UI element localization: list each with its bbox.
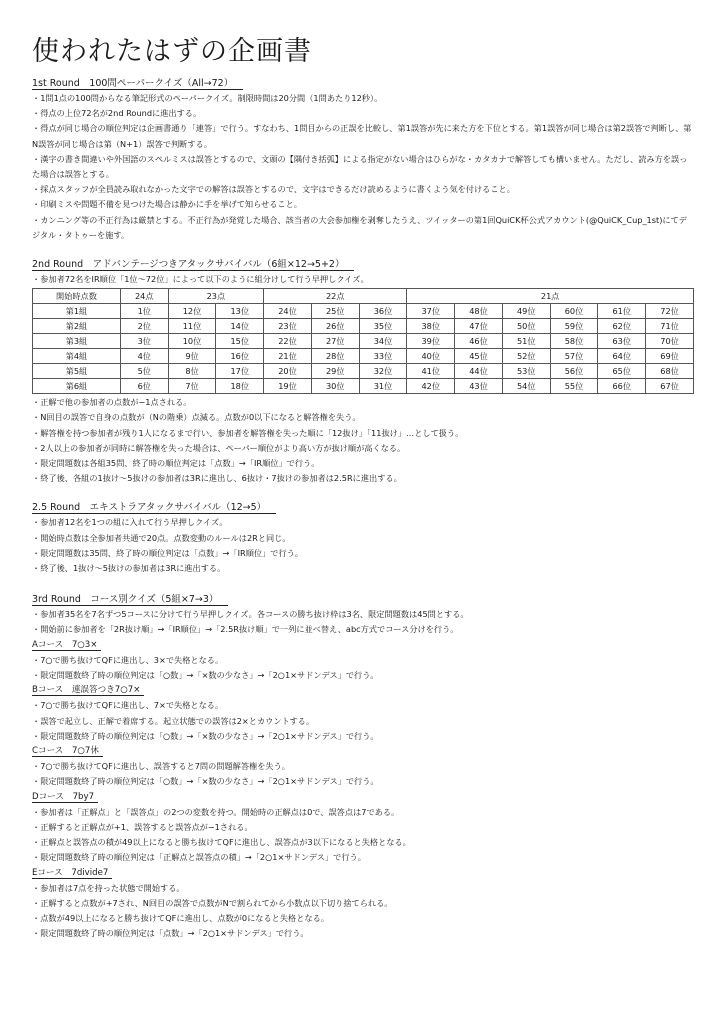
table-row: [33, 349, 694, 364]
rank-cell: 9位: [168, 349, 216, 364]
rule-line: ・限定問題数終了時の順位判定は「○数」→「×数の少なさ」→「2○1×サドンデス」で行う。: [32, 730, 379, 741]
rank-cell: 48位: [455, 304, 503, 319]
rank-cell: 58位: [550, 334, 598, 349]
rank-cell: 57位: [550, 349, 598, 364]
rank-cell: 24位: [264, 304, 312, 319]
rule-line: ・カンニング等の不正行為は厳禁とする。不正行為が発覚した場合、該当者の大会参加権を剥奪したうえ、ツイッターの第1回QuiCK杯公式アカウント(@QuiCK_Cup_1st)にてデジタル・タトゥーを施す。: [32, 214, 687, 240]
rank-cell: 32位: [359, 364, 407, 379]
rank-cell: 23位: [264, 319, 312, 334]
rank-cell: 67位: [646, 379, 694, 394]
rank-cell: 13位: [216, 304, 264, 319]
rule-line: ・印刷ミスや問題不備を見つけた場合は静かに手を挙げて知らせること。: [32, 199, 302, 210]
rank-cell: 39位: [407, 334, 455, 349]
rule-line: ・参加者35名を7名ずつ5コースに分けて行う早押しクイズ。各コースの勝ち抜け枠は3名、限定問題数は45問とする。: [32, 609, 469, 620]
rule-line: ・限定問題数終了時の順位判定は「正解点と誤答点の積」→「2○1×サドンデス」で行う。: [32, 852, 366, 863]
rank-cell: 36位: [359, 304, 407, 319]
rank-cell: 51位: [502, 334, 550, 349]
table-header-cell: 21点: [407, 289, 694, 304]
document-page: [32, 32, 694, 942]
table-row: [33, 334, 694, 349]
rule-line: ・限定問題数終了時の順位判定は「点数」→「2○1×サドンデス」で行う。: [32, 928, 309, 939]
rule-line: ・漢字の書き間違いや外国語のスペルミスは誤答とするので、文頭の【隅付き括弧】による指定がない場合はひらがな・カタカナで解答しても構いません。ただし、読み方を誤った場合は誤答とする。: [32, 153, 688, 180]
rank-cell: 12位: [168, 304, 216, 319]
rule-line: ・参加者72名をIR順位「1位〜72位」によって以下のように組分けして行う早押しクイズ。: [32, 274, 369, 285]
table-row: [33, 379, 694, 394]
table-row: [33, 319, 694, 334]
rule-line: ・開始前に参加者を「2R抜け順」→「IR順位」→「2.5R抜け順」で一列に並べ替え、abc方式でコース分けを行う。: [32, 624, 459, 635]
rank-cell: 55位: [550, 379, 598, 394]
rank-cell: 64位: [598, 349, 646, 364]
rank-cell: 45位: [455, 349, 503, 364]
rank-cell: 18位: [216, 379, 264, 394]
rule-line: ・7○で勝ち抜けてQFに進出し、7×で失格となる。: [32, 700, 224, 711]
rank-cell: 31位: [359, 379, 407, 394]
group-label-cell: 第2組: [33, 319, 121, 334]
rank-cell: 60位: [550, 304, 598, 319]
table-header-row: [33, 289, 694, 304]
rank-cell: 37位: [407, 304, 455, 319]
rule-line: ・限定問題数は各組35問、終了時の順位判定は「点数」→「IR順位」で行う。: [32, 458, 320, 469]
rank-cell: 29位: [311, 364, 359, 379]
rank-cell: 10位: [168, 334, 216, 349]
rule-line: ・参加者12名を1つの組に入れて行う早押しクイズ。: [32, 517, 228, 528]
course-heading-e: Eコース 7divide7: [32, 866, 694, 881]
rule-line: ・限定問題数終了時の順位判定は「○数」→「×数の少なさ」→「2○1×サドンデス」で行う。: [32, 670, 379, 681]
rule-line: ・採点スタッフが全員読み取れなかった文字での解答は誤答とするので、文字はできるだけ読めるように書くよう気を付けること。: [32, 184, 515, 195]
rank-cell: 59位: [550, 319, 598, 334]
rank-cell: 3位: [120, 334, 168, 349]
course-heading-c: Cコース 7○7休: [32, 744, 694, 759]
rank-cell: 21位: [264, 349, 312, 364]
table-header-cell: 22点: [264, 289, 407, 304]
rule-line: ・解答権を持つ参加者が残り1人になるまで行い、参加者を解答権を失った順に「12抜け」「11抜け」…として扱う。: [32, 427, 464, 438]
group-label-cell: 第6組: [33, 379, 121, 394]
rank-cell: 70位: [646, 334, 694, 349]
rank-cell: 63位: [598, 334, 646, 349]
rule-line: ・開始時点数は全参加者共通で20点。点数変動のルールは2Rと同じ。: [32, 532, 291, 543]
rank-cell: 50位: [502, 319, 550, 334]
course-heading-b: Bコース 連誤答つき7○7×: [32, 683, 694, 698]
rule-line: ・終了後、各組の1抜け〜5抜けの参加者は3Rに進出し、6抜け・7抜けの参加者は2.5Rに進出する。: [32, 473, 402, 484]
rank-cell: 72位: [646, 304, 694, 319]
section-round3: [32, 592, 694, 941]
rank-cell: 52位: [502, 349, 550, 364]
rank-cell: 16位: [216, 349, 264, 364]
section-round2-5: [32, 500, 694, 576]
section-round1: [32, 76, 694, 243]
rank-cell: 22位: [264, 334, 312, 349]
rule-line: ・点数が49以上になると勝ち抜けてQFに進出し、点数が0になると失格となる。: [32, 913, 329, 924]
rank-cell: 62位: [598, 319, 646, 334]
rank-cell: 11位: [168, 319, 216, 334]
rank-cell: 40位: [407, 349, 455, 364]
table-header-cell: 24点: [120, 289, 168, 304]
rank-cell: 38位: [407, 319, 455, 334]
table-row: [33, 304, 694, 319]
rank-cell: 7位: [168, 379, 216, 394]
rank-cell: 53位: [502, 364, 550, 379]
rank-cell: 30位: [311, 379, 359, 394]
group-label-cell: 第1組: [33, 304, 121, 319]
table-header-cell: 23点: [168, 289, 264, 304]
rule-line: ・限定問題数終了時の順位判定は「○数」→「×数の少なさ」→「2○1×サドンデス」で行う。: [32, 776, 379, 787]
section-heading: 3rd Round コース別クイズ（5組×7→3）: [32, 592, 694, 607]
rule-line: ・正解点と誤答点の積が49以上になると勝ち抜けてQFに進出し、誤答点が3以下になると失格となる。: [32, 837, 411, 848]
rank-cell: 34位: [359, 334, 407, 349]
rule-line: ・参加者は「正解点」と「誤答点」の2つの変数を持つ。開始時の正解点は0で、誤答点は7である。: [32, 806, 400, 817]
rank-cell: 71位: [646, 319, 694, 334]
rank-cell: 41位: [407, 364, 455, 379]
section-heading: 2.5 Round エキストラアタックサバイバル（12→5）: [32, 500, 694, 515]
rank-cell: 27位: [311, 334, 359, 349]
rule-line: ・終了後、1抜け〜5抜けの参加者は3Rに進出する。: [32, 563, 226, 574]
rank-cell: 2位: [120, 319, 168, 334]
rule-line: ・2人以上の参加者が同時に解答権を失った場合は、ペーパー順位がより高い方が抜け順が高くなる。: [32, 442, 406, 453]
rule-line: ・正解すると点数が+7され、N回目の誤答で点数がNで割られてから小数点以下切り捨てられる。: [32, 898, 393, 909]
section-round2: [32, 257, 694, 486]
rank-cell: 28位: [311, 349, 359, 364]
rank-cell: 42位: [407, 379, 455, 394]
rank-cell: 65位: [598, 364, 646, 379]
rank-cell: 14位: [216, 319, 264, 334]
rank-cell: 54位: [502, 379, 550, 394]
group-label-cell: 第5組: [33, 364, 121, 379]
rank-cell: 4位: [120, 349, 168, 364]
rank-cell: 19位: [264, 379, 312, 394]
rank-cell: 46位: [455, 334, 503, 349]
rule-line: ・1問1点の100問からなる筆記形式のペーパークイズ。制限時間は20分間（1問あたり12秒）。: [32, 93, 383, 103]
rank-cell: 5位: [120, 364, 168, 379]
group-table: [32, 288, 694, 394]
rank-cell: 68位: [646, 364, 694, 379]
rule-line: ・7○で勝ち抜けてQFに進出し、誤答すると7問の問題解答権を失う。: [32, 761, 290, 772]
rank-cell: 47位: [455, 319, 503, 334]
rule-line: ・正解すると正解点が+1、誤答すると誤答点が−1される。: [32, 822, 253, 833]
table-row: [33, 364, 694, 379]
group-label-cell: 第4組: [33, 349, 121, 364]
rank-cell: 61位: [598, 304, 646, 319]
rank-cell: 49位: [502, 304, 550, 319]
rank-cell: 1位: [120, 304, 168, 319]
rule-line: ・得点が同じ場合の順位判定は企画書通り「連答」で行う。すなわち、1問目からの正誤を比較し、第1誤答が先に来た方を下位とする。第1誤答が同じ場合は第2誤答で判断し、第N誤答が同じ場合は第（N+1）誤答で判断する。: [32, 123, 692, 149]
course-heading-a: Aコース 7○3×: [32, 638, 694, 653]
page-title: 使われたはずの企画書: [32, 36, 312, 67]
rank-cell: 56位: [550, 364, 598, 379]
rule-line: ・7○で勝ち抜けてQFに進出し、3×で失格となる。: [32, 654, 224, 665]
rank-cell: 26位: [311, 319, 359, 334]
rank-cell: 66位: [598, 379, 646, 394]
group-label-cell: 第3組: [33, 334, 121, 349]
rank-cell: 8位: [168, 364, 216, 379]
rule-line: ・得点の上位72名が2nd Roundに進出する。: [32, 108, 202, 119]
rank-cell: 6位: [120, 379, 168, 394]
rank-cell: 17位: [216, 364, 264, 379]
rank-cell: 44位: [455, 364, 503, 379]
rule-line: ・N回目の誤答で自身の点数が（Nの階乗）点減る。点数が0以下になると解答権を失う。: [32, 412, 361, 423]
course-heading-d: Dコース 7by7: [32, 790, 694, 805]
rank-cell: 33位: [359, 349, 407, 364]
rank-cell: 69位: [646, 349, 694, 364]
rule-line: ・正解で他の参加者の点数が−1点される。: [32, 397, 192, 408]
rule-line: ・参加者は7点を持った状態で開始する。: [32, 882, 185, 893]
rank-cell: 15位: [216, 334, 264, 349]
rule-line: ・限定問題数は35問、終了時の順位判定は「点数」→「IR順位」で行う。: [32, 547, 304, 558]
table-header-cell: 開始時点数: [33, 289, 121, 304]
section-heading: 1st Round 100問ペーパークイズ（All→72）: [32, 76, 694, 91]
rule-line: ・誤答で起立し、正解で着席する。起立状態での誤答は2×とカウントする。: [32, 715, 315, 726]
section-heading: 2nd Round アドバンテージつきアタックサバイバル（6組×12→5+2）: [32, 257, 694, 272]
rank-cell: 35位: [359, 319, 407, 334]
rank-cell: 25位: [311, 304, 359, 319]
rank-cell: 20位: [264, 364, 312, 379]
rank-cell: 43位: [455, 379, 503, 394]
